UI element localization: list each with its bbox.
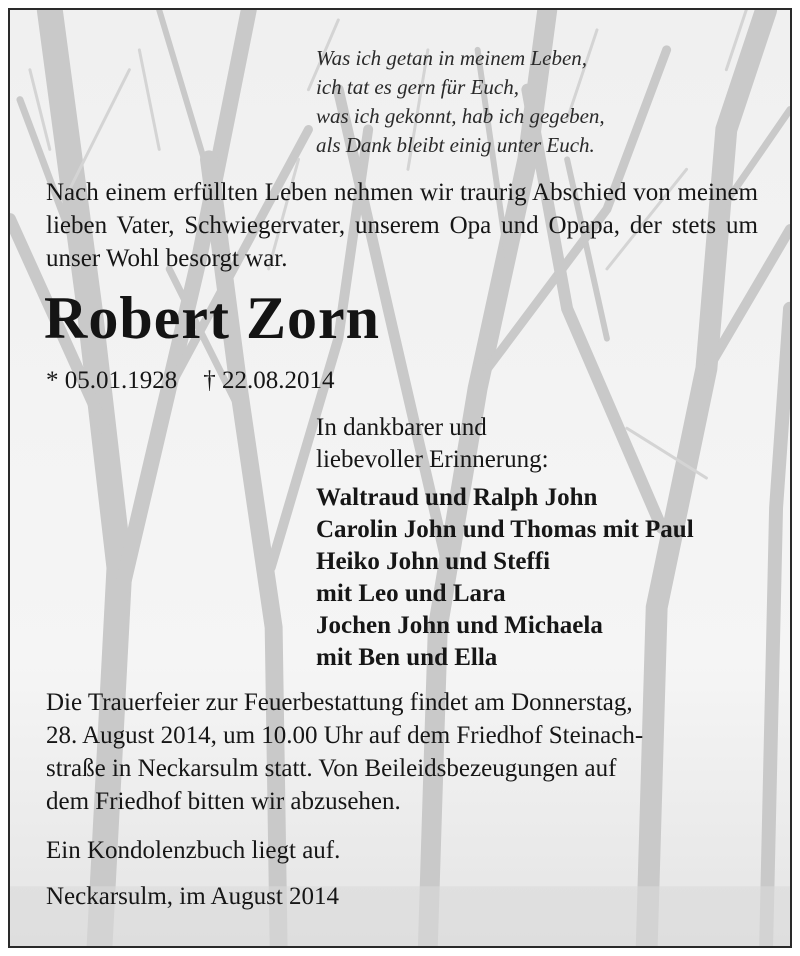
family-member: Heiko John und Steffi xyxy=(316,548,551,575)
poem xyxy=(316,44,605,160)
life-dates xyxy=(46,364,335,398)
deceased-name: Robert Zorn xyxy=(44,285,380,351)
birth-date: * 05.01.1928 xyxy=(46,367,178,394)
family-member: Waltraud und Ralph John xyxy=(316,484,598,511)
poem-line: als Dank bleibt einig unter Euch. xyxy=(316,133,595,157)
thanks-line: liebevoller Erinnerung: xyxy=(316,446,549,473)
obituary-card xyxy=(8,8,792,948)
family-member: Carolin John und Thomas mit Paul xyxy=(316,516,694,543)
funeral-notice xyxy=(46,686,643,818)
family-list xyxy=(316,482,694,674)
family-member: Jochen John und Michaela xyxy=(316,612,603,639)
death-date: † 22.08.2014 xyxy=(203,367,335,394)
intro-paragraph: Nach einem erfüllten Leben nehmen wir traurig Abschied von meinem lieben Vater, Schwiegervater, unserem Opa und Opapa, der stets um unser Wohl besorgt war. xyxy=(46,179,758,272)
thanks-line: In dankbarer und xyxy=(316,414,487,441)
funeral-line: dem Friedhof bitten wir abzusehen. xyxy=(46,788,401,815)
family-member: mit Ben und Ella xyxy=(316,644,498,671)
poem-line: ich tat es gern für Euch, xyxy=(316,75,519,99)
funeral-line: straße in Neckarsulm statt. Von Beileidsbezeugungen auf xyxy=(46,755,617,782)
poem-line: Was ich getan in meinem Leben, xyxy=(316,46,588,70)
poem-line: was ich gekonnt, hab ich gegeben, xyxy=(316,104,605,128)
thanks-text xyxy=(316,412,549,476)
family-member: mit Leo und Lara xyxy=(316,580,506,607)
condolence-note: Ein Kondolenzbuch liegt auf. xyxy=(46,837,341,864)
funeral-line: 28. August 2014, um 10.00 Uhr auf dem Friedhof Steinach- xyxy=(46,722,644,749)
place-date: Neckarsulm, im August 2014 xyxy=(46,883,340,910)
funeral-line: Die Trauerfeier zur Feuerbestattung findet am Donnerstag, xyxy=(46,689,633,716)
